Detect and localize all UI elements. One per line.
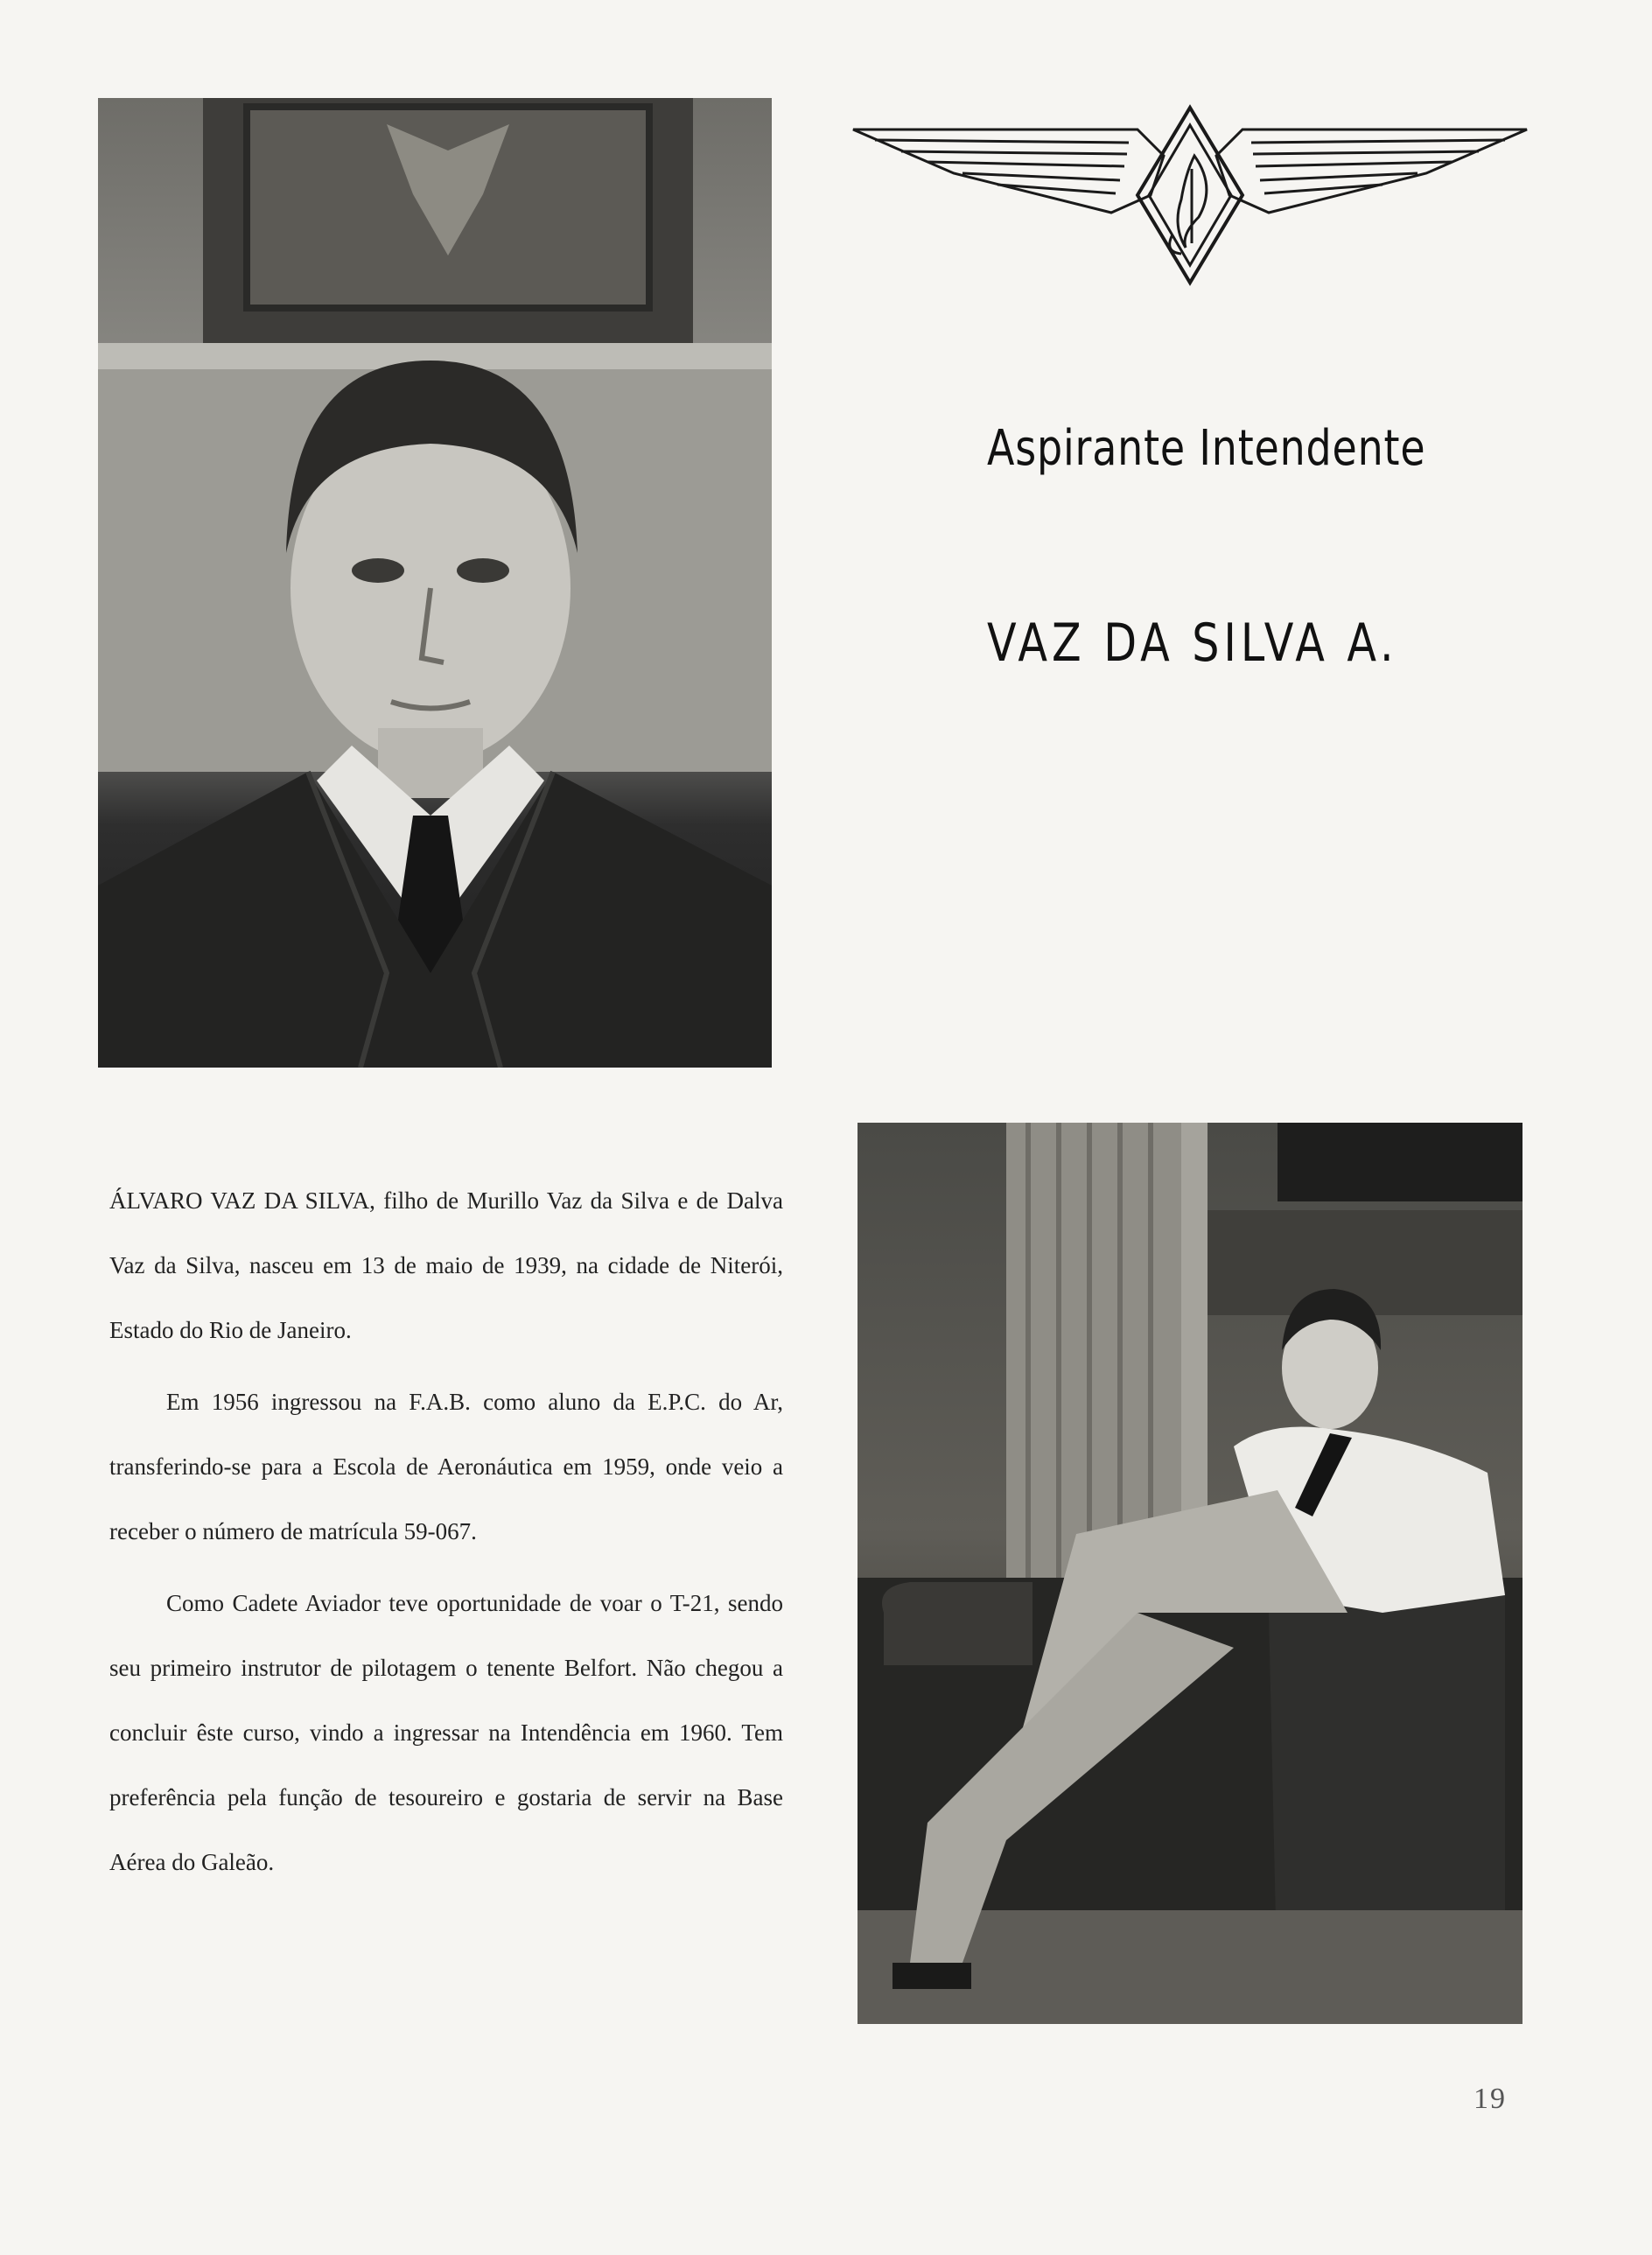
wings-insignia-icon [849,103,1531,291]
bio-paragraph: ÁLVARO VAZ DA SILVA, filho de Murillo Vaz da Silva e de Dalva Vaz da Silva, nasceu em 13 de maio de 1939, na cidade de Niterói, Estado do Rio de Janeiro. [109,1187,783,1343]
portrait-photo [98,98,772,1068]
bio-paragraph: Em 1956 ingressou na F.A.B. como aluno da E.P.C. do Ar, transferindo-se para a Escola de Aeronáutica em 1959, onde veio a receber o número de matrícula 59-067. [109,1389,783,1544]
bio-paragraph: Como Cadete Aviador teve oportunidade de voar o T-21, sendo seu primeiro instrutor de pilotagem o tenente Belfort. Não chegou a concluir êste curso, vindo a ingressar na Intendência em 1960. Tem preferência pela função de tesoureiro e gostaria de servir na Base Aérea do Galeão. [109,1590,783,1875]
biography-text [109,1168,783,1894]
seated-photo [858,1123,1522,2024]
page-number: 19 [1474,2083,1507,2115]
person-name-heading: VAZ DA SILVA A. [987,613,1398,674]
portrait-photo-drawing [98,98,772,1068]
seated-photo-drawing [858,1123,1522,2024]
rank-title: Aspirante Intendente [987,420,1426,477]
